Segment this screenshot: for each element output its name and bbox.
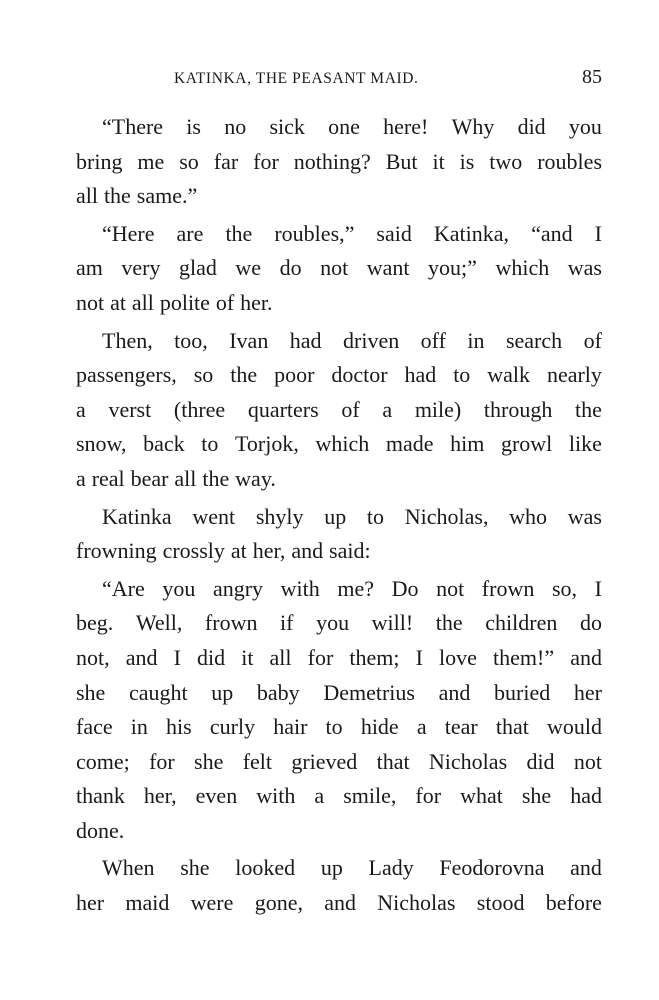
word: not <box>320 255 349 281</box>
word: and <box>291 538 324 564</box>
word: shyly <box>255 503 304 529</box>
word: verst <box>108 396 152 422</box>
word: far <box>213 148 239 174</box>
word: her. <box>240 289 273 315</box>
word: with <box>256 783 296 809</box>
word: even <box>195 783 238 809</box>
word: no <box>224 114 247 139</box>
word: that <box>495 714 529 740</box>
word: did <box>197 644 226 670</box>
word: poor <box>274 362 315 388</box>
word: very <box>121 255 161 281</box>
word: back <box>143 431 185 457</box>
word: and <box>324 890 356 916</box>
word: if <box>280 610 294 636</box>
word: gone, <box>254 890 303 916</box>
word: his <box>166 714 192 740</box>
running-head <box>76 66 602 96</box>
word: felt <box>242 748 273 774</box>
word: frown <box>204 610 258 636</box>
text-line <box>76 886 602 921</box>
word: do <box>279 255 302 281</box>
text-line <box>76 251 602 286</box>
word: her, <box>143 783 177 809</box>
word: I <box>594 220 602 246</box>
word: all <box>269 644 292 670</box>
word: she <box>194 748 224 774</box>
word: (three <box>173 396 226 422</box>
word: do <box>579 610 602 636</box>
word: she <box>521 783 552 809</box>
word: am <box>76 255 103 281</box>
word: “and <box>531 220 573 246</box>
word: Torjok, <box>235 431 299 457</box>
word: face <box>76 714 113 740</box>
word: Nicholas <box>428 748 508 774</box>
word: come; <box>76 748 130 774</box>
word: through <box>483 396 553 422</box>
word: up <box>320 855 343 881</box>
word: When <box>102 855 155 881</box>
word: real <box>91 465 125 491</box>
word: said <box>376 220 412 246</box>
word: she <box>76 679 106 705</box>
word: and <box>570 644 602 670</box>
word: her <box>76 890 105 916</box>
word: all <box>174 465 197 491</box>
paragraph <box>76 324 602 497</box>
word: for <box>307 644 334 670</box>
text-line <box>76 462 602 497</box>
text-line <box>76 676 602 711</box>
word: had <box>570 783 602 809</box>
word: before <box>545 890 602 916</box>
word: But <box>385 148 418 174</box>
word: for <box>415 783 442 809</box>
word: would <box>547 714 602 740</box>
text-line <box>76 179 602 214</box>
word: she <box>180 855 210 881</box>
word: stood <box>476 890 525 916</box>
word: too, <box>174 327 208 353</box>
word: you <box>162 575 196 601</box>
word: a <box>76 396 86 422</box>
word: doctor <box>331 362 388 388</box>
paragraph <box>76 851 602 920</box>
word: what <box>460 783 503 809</box>
body-text <box>76 110 602 921</box>
word: maid <box>125 890 170 916</box>
word: caught <box>128 679 188 705</box>
word: not, <box>76 644 110 670</box>
word: and <box>438 679 471 705</box>
page-number: 85 <box>582 66 602 88</box>
word: angry <box>212 575 264 601</box>
word: love <box>439 644 477 670</box>
word: not <box>573 748 602 774</box>
word: “There <box>102 114 164 139</box>
word: in <box>130 714 148 740</box>
text-line <box>76 606 602 641</box>
word: a <box>314 783 325 809</box>
word: which <box>315 431 370 457</box>
word: me <box>137 148 165 174</box>
word: of <box>215 289 235 315</box>
word: smile, <box>343 783 397 809</box>
word: them; <box>349 644 400 670</box>
word: were <box>190 890 234 916</box>
word: passengers, <box>76 362 177 388</box>
word: want <box>366 255 410 281</box>
word: the <box>435 610 463 636</box>
word: roubles,” <box>274 220 355 246</box>
word: Demetrius <box>323 679 415 705</box>
word: done. <box>76 817 125 843</box>
word: two <box>489 148 523 174</box>
word: like <box>568 431 602 457</box>
text-line <box>76 779 602 814</box>
word: polite <box>159 289 210 315</box>
word: nothing? <box>293 148 371 174</box>
text-line <box>76 500 602 535</box>
word: so, <box>551 575 577 601</box>
word: had <box>289 327 322 353</box>
word: made <box>385 431 434 457</box>
word: me? <box>337 575 374 601</box>
word: Katinka <box>102 503 172 529</box>
word: the <box>225 220 253 246</box>
word: roubles <box>537 148 602 174</box>
word: nearly <box>546 362 602 388</box>
word: of <box>583 327 602 353</box>
word: children <box>485 610 558 636</box>
word: “Are <box>102 575 145 601</box>
word: all <box>131 289 154 315</box>
word: did <box>526 748 555 774</box>
word: her <box>573 679 602 705</box>
word: it <box>241 644 254 670</box>
word: Why <box>451 114 495 139</box>
word: up <box>324 503 347 529</box>
word: of <box>341 396 360 422</box>
word: sick <box>269 114 305 139</box>
word: thank <box>76 783 125 809</box>
word: is <box>459 148 475 174</box>
word: beg. <box>76 610 114 636</box>
word: the <box>575 396 602 422</box>
word: curly <box>209 714 256 740</box>
paragraph <box>76 500 602 569</box>
word: looked <box>235 855 296 881</box>
word: will! <box>371 610 414 636</box>
paragraph <box>76 110 602 214</box>
word: snow, <box>76 431 127 457</box>
word: a <box>382 396 393 422</box>
text-line <box>76 324 602 359</box>
word: off <box>420 327 446 353</box>
word: Feodorovna <box>439 855 545 881</box>
text-line <box>76 745 602 780</box>
word: hair <box>273 714 308 740</box>
word: grieved <box>291 748 358 774</box>
word: you;” <box>428 255 477 281</box>
word: “Here <box>102 220 155 246</box>
text-line <box>76 851 602 886</box>
word: bear <box>130 465 169 491</box>
word: to <box>366 503 385 529</box>
word: tear <box>444 714 478 740</box>
word: them!” <box>493 644 555 670</box>
word: you <box>568 114 602 139</box>
word: at <box>230 538 247 564</box>
paragraph <box>76 217 602 321</box>
word: Nicholas <box>377 890 456 916</box>
word: mile) <box>414 396 462 422</box>
word: did <box>517 114 546 139</box>
word: for <box>149 748 175 774</box>
word: Then, <box>102 327 153 353</box>
word: so <box>193 362 214 388</box>
word: Nicholas, <box>404 503 489 529</box>
word: him <box>450 431 485 457</box>
word: with <box>280 575 320 601</box>
word: and <box>125 644 158 670</box>
text-line <box>76 145 602 180</box>
word: was <box>567 255 602 281</box>
word: the <box>103 183 131 209</box>
word: to <box>201 431 219 457</box>
word: are <box>176 220 204 246</box>
word: driven <box>343 327 400 353</box>
word: the <box>202 465 230 491</box>
word: it <box>432 148 445 174</box>
running-title: KATINKA, THE PEASANT MAID. <box>174 70 419 87</box>
word: hide <box>360 714 399 740</box>
word: we <box>235 255 262 281</box>
word: for <box>253 148 279 174</box>
word: and <box>570 855 602 881</box>
word: in <box>467 327 485 353</box>
word: a <box>416 714 427 740</box>
word: crossly <box>162 538 225 564</box>
word: I <box>173 644 181 670</box>
word: Ivan <box>229 327 269 353</box>
word: not <box>76 289 105 315</box>
word: which <box>495 255 550 281</box>
word: growl <box>500 431 553 457</box>
word: I <box>415 644 423 670</box>
text-line <box>76 814 602 849</box>
word: Well, <box>135 610 183 636</box>
word: was <box>567 503 602 529</box>
word: Lady <box>368 855 414 881</box>
word: all <box>76 183 98 209</box>
word: you <box>316 610 350 636</box>
word: is <box>186 114 201 139</box>
word: at <box>110 289 126 315</box>
text-line <box>76 641 602 676</box>
word: so <box>179 148 199 174</box>
text-line <box>76 393 602 428</box>
text-line <box>76 286 602 321</box>
word: search <box>505 327 563 353</box>
word: Do <box>391 575 419 601</box>
word: frowning <box>76 538 157 564</box>
word: buried <box>494 679 551 705</box>
word: way. <box>235 465 276 491</box>
word: went <box>192 503 236 529</box>
word: baby <box>256 679 300 705</box>
word: said: <box>329 538 371 564</box>
word: her, <box>252 538 286 564</box>
word: to <box>325 714 343 740</box>
text-line <box>76 710 602 745</box>
word: frown <box>481 575 535 601</box>
word: to <box>453 362 471 388</box>
word: up <box>211 679 234 705</box>
word: same.” <box>136 183 198 209</box>
word: quarters <box>247 396 319 422</box>
text-line <box>76 110 602 145</box>
word: glad <box>179 255 217 281</box>
paragraph <box>76 572 602 849</box>
word: bring <box>76 148 123 174</box>
word: who <box>509 503 548 529</box>
word: walk <box>487 362 531 388</box>
text-line <box>76 217 602 252</box>
word: not <box>436 575 465 601</box>
word: here! <box>383 114 429 139</box>
text-line <box>76 572 602 607</box>
word: that <box>376 748 410 774</box>
text-line <box>76 427 602 462</box>
word: I <box>594 575 602 601</box>
text-line <box>76 534 602 569</box>
word: a <box>76 465 86 491</box>
word: had <box>404 362 437 388</box>
word: one <box>328 114 360 139</box>
word: Katinka, <box>433 220 510 246</box>
text-line <box>76 358 602 393</box>
word: the <box>230 362 258 388</box>
